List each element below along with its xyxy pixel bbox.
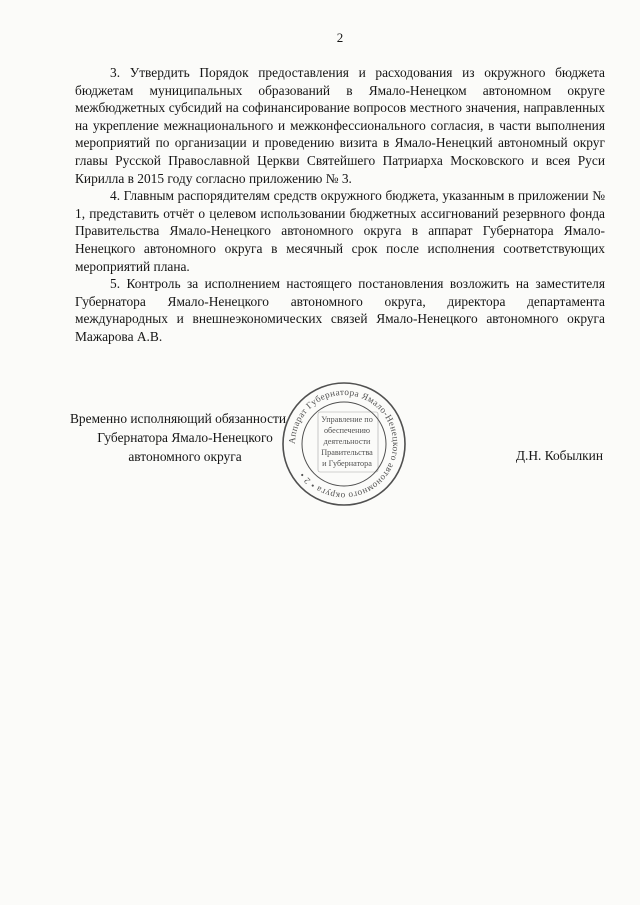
stamp-inner-line-5: и Губернатора — [322, 459, 372, 468]
stamp-inner-text — [321, 415, 373, 468]
paragraph-5: 5. Контроль за исполнением настоящего постановления возложить на заместителя Губернатора Ямало-Ненецкого автономного округа, директора департамента международных и внешнеэкономических связей Ямало-Ненецкого автономного округа Мажарова А.В. — [75, 276, 605, 344]
stamp-inner-line-3: деятельности — [323, 437, 371, 446]
stamp-inner-line-4: Правительства — [321, 448, 373, 457]
paragraph-3: 3. Утвердить Порядок предоставления и расходования из окружного бюджета бюджетам муниципальных образований в Ямало-Ненецком автономном округе межбюджетных субсидий на софинансирование вопросов местного значения, направленных на укрепление межнационального и межконфессионального согласия, в части выполнения мероприятий по организации и проведению визита в Ямало-Ненецкий автономный округ главы Русской Православной Церкви Святейшего Патриарха Московского и всея Руси Кирилла в 2015 году согласно приложению № 3. — [75, 65, 605, 186]
stamp-ring-textpath: Аппарат Губернатора Ямало-Ненецкого автономного округа • 2 • — [286, 386, 402, 502]
paragraph-4: 4. Главным распорядителям средств окружного бюджета, указанным в приложении № 1, представить отчёт о целевом использовании бюджетных ассигнований резервного фонда Правительства Ямало-Ненецкого автономного округа в аппарат Губернатора Ямало-Ненецкого автономного округа в месячный срок после исполнения соответствующих мероприятий плана. — [75, 188, 605, 274]
signatory-title — [70, 409, 300, 466]
signatory-title-line-2: Губернатора Ямало-Ненецкого — [97, 430, 273, 445]
official-stamp — [280, 380, 408, 508]
signatory-title-line-1: Временно исполняющий обязанности — [70, 411, 287, 426]
page-number: 2 — [336, 30, 344, 45]
stamp-inner-line-1: Управление по — [321, 415, 373, 424]
signatory-name: Д.Н. Кобылкин — [515, 448, 603, 463]
signatory-title-line-3: автономного округа — [128, 449, 242, 464]
document-body — [75, 64, 605, 346]
stamp-inner-line-2: обеспечению — [323, 426, 371, 435]
